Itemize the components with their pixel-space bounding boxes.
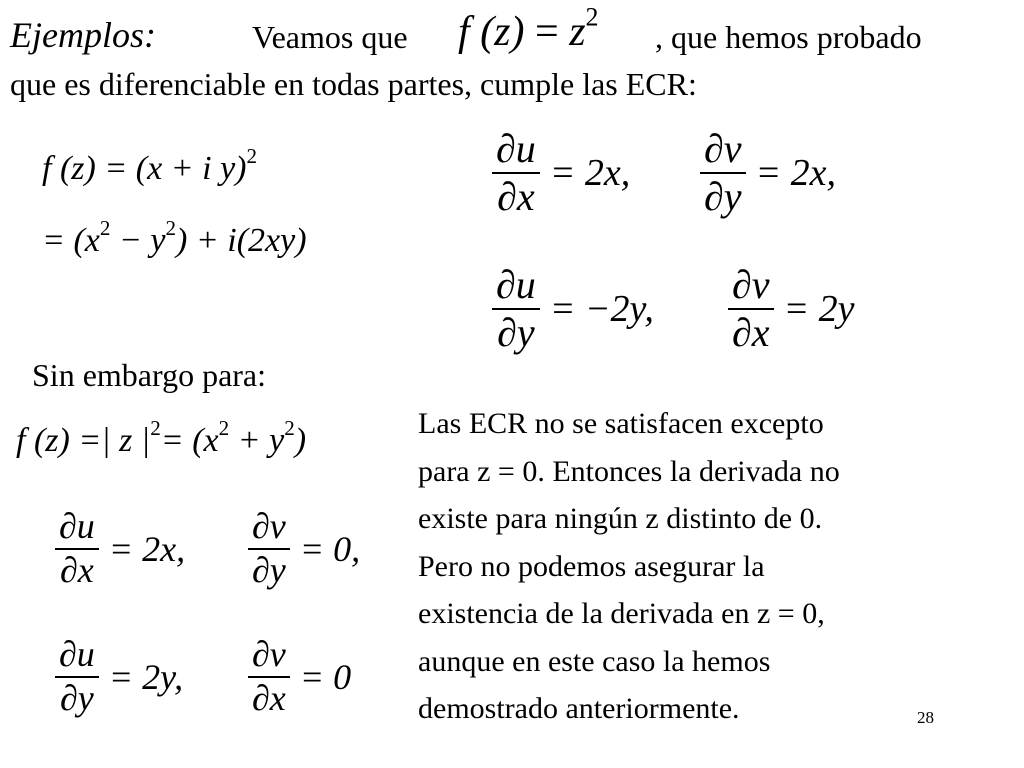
slide-title: Ejemplos: xyxy=(10,15,156,55)
equation-real-imag-parts xyxy=(42,216,307,260)
note-line: para z = 0. Entonces la derivada no xyxy=(418,454,840,488)
fraction-numerator: ∂v xyxy=(704,126,742,171)
fraction xyxy=(248,636,290,718)
note-line: aunque en este caso la hemos xyxy=(418,644,771,678)
partial-dv-dx-2 xyxy=(248,636,351,718)
fraction-denominator: ∂y xyxy=(60,677,94,718)
explanation-note xyxy=(418,400,1018,733)
fraction xyxy=(248,508,290,590)
fraction-numerator: ∂v xyxy=(252,506,286,546)
fraction-denominator: ∂y xyxy=(252,549,286,590)
intro-text-prefix: Veamos que xyxy=(252,19,408,55)
fraction-numerator: ∂u xyxy=(496,262,536,307)
note-line: Pero no podemos asegurar la xyxy=(418,549,765,583)
note-line: existe para ningún z distinto de 0. xyxy=(418,502,823,535)
partial-rhs: = 2x, xyxy=(755,152,837,194)
eq3-exp2: 2 xyxy=(218,416,230,441)
fraction-numerator: ∂u xyxy=(59,634,95,674)
partial-rhs: = 2x, xyxy=(108,528,186,569)
fraction-numerator: ∂v xyxy=(732,262,770,307)
eq3-exp3: 2 xyxy=(284,416,295,441)
equation-fz-main: f (z) = (x + i y) xyxy=(42,150,247,187)
fraction-numerator: ∂v xyxy=(252,634,286,674)
intro-text-suffix: , que hemos probado xyxy=(655,19,922,55)
fraction xyxy=(492,128,540,218)
partial-du-dy xyxy=(492,264,654,354)
partial-du-dx xyxy=(492,128,630,218)
partial-rhs: = 0 xyxy=(299,656,352,697)
partial-rhs: = −2y, xyxy=(549,288,654,330)
eq2-exp2: 2 xyxy=(165,216,176,241)
eq3-exp1: 2 xyxy=(150,416,161,441)
partial-rhs: = 2x, xyxy=(549,152,631,194)
page-number: 28 xyxy=(917,708,934,727)
partial-rhs: = 2y xyxy=(783,288,855,330)
fraction xyxy=(700,128,746,218)
partial-dv-dy xyxy=(700,128,836,218)
fraction-denominator: ∂y xyxy=(704,174,742,219)
note-line: existencia de la derivada en z = 0, xyxy=(418,597,825,630)
fraction xyxy=(55,636,99,718)
eq3-part-c: + y xyxy=(229,422,285,459)
inline-formula-lhs: f (z) xyxy=(458,9,525,55)
fraction-denominator: ∂x xyxy=(60,549,94,590)
intro-text-line2: que es diferenciable en todas partes, cumple las ECR: xyxy=(10,66,697,102)
fraction-denominator: ∂x xyxy=(252,677,286,718)
inline-formula-var: z xyxy=(569,9,586,55)
note-line: Las ECR no se satisfacen excepto xyxy=(418,407,824,440)
eq3-part-b: = (x xyxy=(160,422,219,459)
partial-dv-dx xyxy=(728,264,855,354)
eq3-part-d: ) xyxy=(294,422,307,459)
second-example-label: Sin embargo para: xyxy=(32,357,267,393)
inline-formula-exp: 2 xyxy=(585,2,599,32)
equation-modulus-squared xyxy=(16,416,307,460)
eq2-part-a: = (x xyxy=(42,222,100,259)
fraction-denominator: ∂x xyxy=(497,174,535,219)
equation-fz-exp: 2 xyxy=(246,144,258,169)
fraction xyxy=(55,508,99,590)
partial-rhs: = 2y, xyxy=(108,656,184,697)
note-line: demostrado anteriormente. xyxy=(418,692,740,725)
partial-du-dx-2 xyxy=(55,508,185,590)
partial-dv-dy-2 xyxy=(248,508,360,590)
eq2-part-c: ) + i(2xy) xyxy=(176,222,307,259)
eq2-part-b: − y xyxy=(110,222,166,259)
fraction-numerator: ∂u xyxy=(59,506,95,546)
equation-fz-expansion xyxy=(42,144,258,188)
inline-formula-fz-z2 xyxy=(458,2,599,56)
fraction xyxy=(492,264,540,354)
fraction-denominator: ∂y xyxy=(497,310,535,355)
inline-formula-op: = xyxy=(524,9,570,55)
eq2-exp1: 2 xyxy=(99,216,111,241)
fraction xyxy=(728,264,774,354)
eq3-part-a: f (z) =| z | xyxy=(16,422,151,459)
partial-rhs: = 0, xyxy=(299,528,361,569)
fraction-denominator: ∂x xyxy=(732,310,770,355)
fraction-numerator: ∂u xyxy=(496,126,536,171)
partial-du-dy-2 xyxy=(55,636,183,718)
